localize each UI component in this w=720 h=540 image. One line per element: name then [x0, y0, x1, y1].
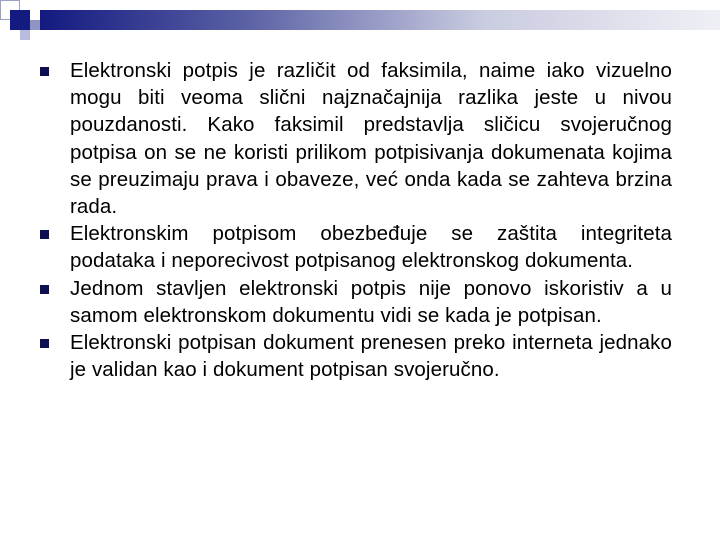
square-bullet-icon — [40, 339, 49, 348]
bullet-item — [40, 275, 672, 329]
corner-decoration — [0, 0, 720, 40]
bullet-text: Elektronskim potpisom obezbeđuje se zaštita integriteta podataka i neporecivost potpisanog elektronskog dokumenta. — [70, 222, 672, 273]
corner-square-dark — [10, 10, 30, 30]
bullet-item — [40, 329, 672, 383]
bullet-text: Elektronski potpisan dokument prenesen preko interneta jednako je validan kao i dokument potpisan svojeručno. — [70, 331, 672, 382]
bullet-item — [40, 57, 672, 220]
title-bar-gradient — [40, 10, 720, 30]
square-bullet-icon — [40, 230, 49, 239]
bullet-text: Jednom stavljen elektronski potpis nije ponovo iskoristiv a u samom elektronskom dokumentu vidi se kada je potpisan. — [70, 276, 672, 327]
corner-square-small — [30, 20, 40, 30]
corner-square-light — [20, 30, 30, 40]
bullet-text: Elektronski potpis je različit od faksimila, naime iako vizuelno mogu biti veoma slični najznačajnija razlika jeste u nivou pouzdanosti. Kako faksimil predstavlja sličicu svojeručnog potpisa on se ne koristi prilikom potpisivanja dokumenata kojima se preuzimaju prava i obaveze, već onda kada se zahteva brzina rada. — [70, 59, 672, 219]
bullet-item — [40, 220, 672, 274]
slide-content — [40, 57, 672, 383]
square-bullet-icon — [40, 285, 49, 294]
bullet-list — [40, 57, 672, 383]
square-bullet-icon — [40, 67, 49, 76]
